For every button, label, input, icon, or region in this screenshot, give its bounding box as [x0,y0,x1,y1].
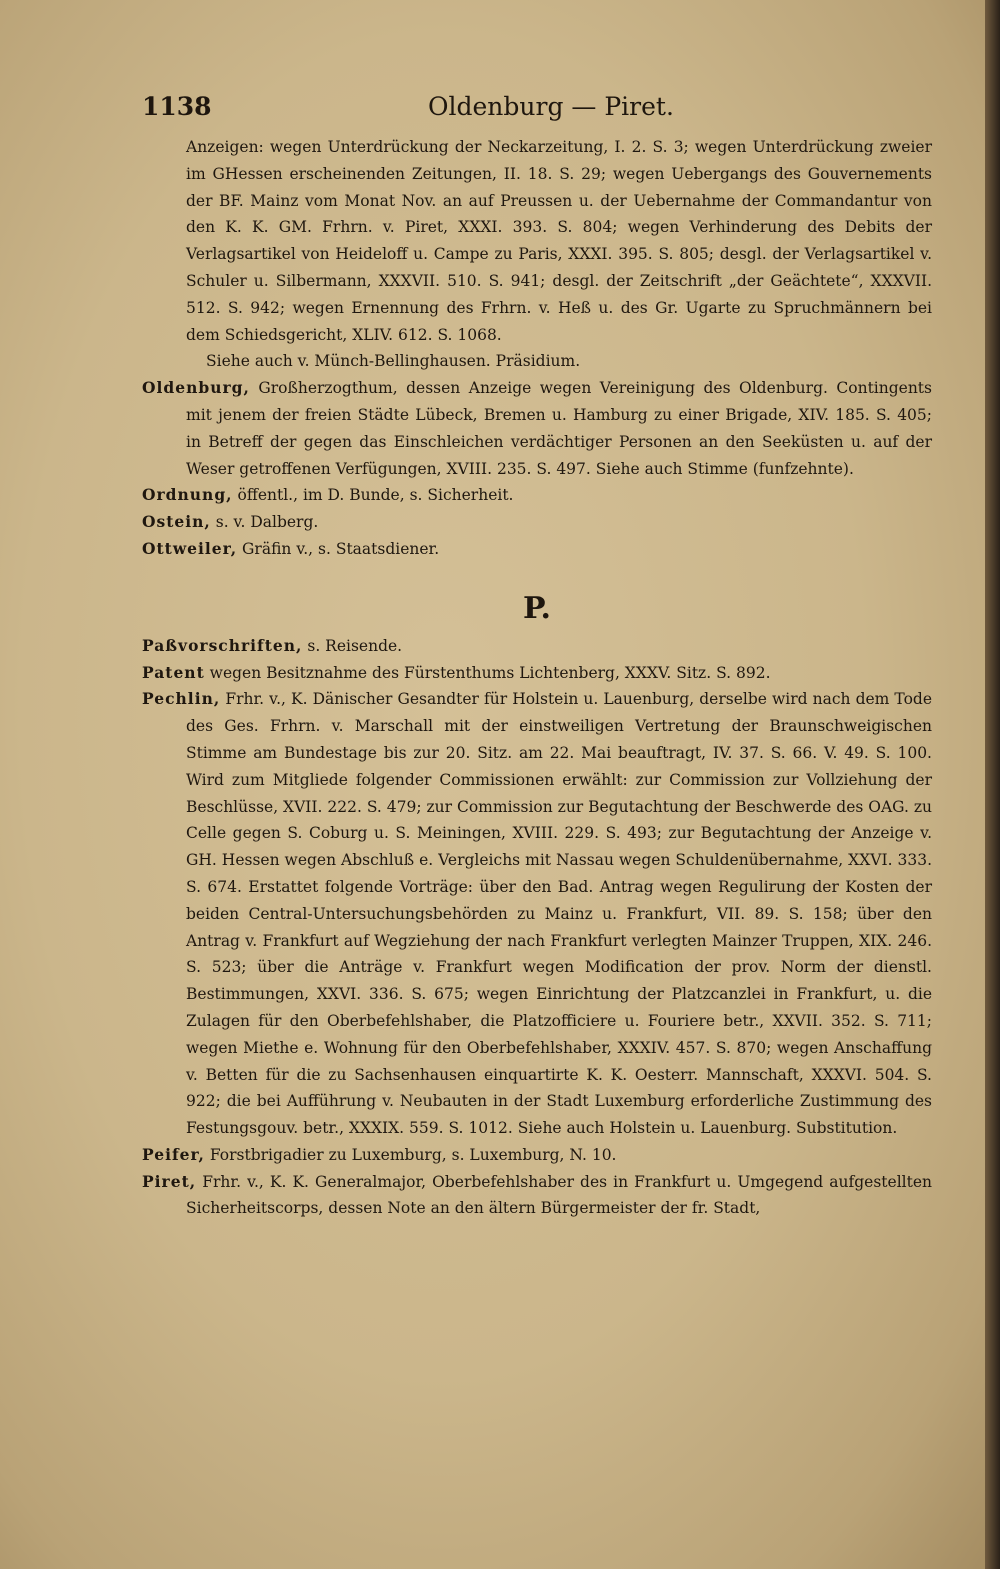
entry-text: wegen Besitznahme des Fürstenthums Lichtenberg, XXXV. Sitz. S. 892. [209,663,771,682]
entry-lemma: Ordnung, [142,485,233,505]
entry-lemma: Pechlin, [142,689,221,709]
entry-text: Frhr. v., K. Dänischer Gesandter für Holstein u. Lauenburg, derselbe wird nach dem Tode des Ges. Frhrn. v. Marschall mit der einstweiligen Vertretung der Braunschweigischen Stimme am Bundestage bis zur 20. Sitz. am 22. Mai beauftragt, IV. 37. S. 66. V. 49. S. 100. Wird zum Mitgliede folgender Commissionen erwählt: zur Commission zur Vollziehung der Beschlüsse, XVII. 222. S. 479; zur Commission zur Begutachtung der Beschwerde des OAG. zu Celle gegen S. Coburg u. S. Meiningen, XVIII. 229. S. 493; zur Begutachtung der Anzeige v. GH. Hessen wegen Abschluß e. Vergleichs mit Nassau wegen Schuldenübernahme, XXVI. 333. S. 674. Erstattet folgende Vorträge: über den Bad. Antrag wegen Regulirung der Kosten der beiden Central-Untersuchungsbehörden zu Mainz u. Frankfurt, VII. 89. S. 158; über den Antrag v. Frankfurt auf Wegziehung der nach Frankfurt verlegten Mainzer Truppen, XIX. 246. S. 523; über die Anträge v. Frankfurt wegen Modification der prov. Norm der dienstl. Bestimmungen, XXVI. 336. S. 675; wegen Einrichtung der Platzcanzlei in Frankfurt, u. die Zulagen für den Oberbefehlshaber, die Platzofficiere u. Fouriere betr., XXVII. 352. S. 711; wegen Miethe e. Wohnung für den Oberbefehlshaber, XXXIV. 457. S. 870; wegen Anschaffung v. Betten für die zu Sachsenhausen einquartirte K. K. Oesterr. Mannschaft, XXXVI. 504. S. 922; die bei Aufführung v. Neubauten in der Stadt Luxemburg erforderliche Zustimmung des Festungsgouv. betr., XXXIX. 559. S. 1012. Siehe auch Holstein u. Lauenburg. Substitution. [186,690,932,1138]
section-letter: P. [522,590,552,626]
entry-text: s. Reisende. [307,636,403,655]
index-entry [142,536,932,563]
index-entry [142,660,932,687]
entry-text: s. v. Dalberg. [215,513,319,532]
entry-lemma: Oldenburg, [142,378,250,398]
entry-text: öffentl., im D. Bunde, s. Sicherheit. [237,486,514,505]
running-head: Oldenburg — Piret. [428,92,674,121]
index-entry [142,1142,932,1169]
index-entry [142,482,932,509]
index-entry [142,509,932,536]
index-entry [142,1169,932,1223]
index-body [142,134,932,1222]
continuation-see-also: Siehe auch v. Münch-Bellinghausen. Präsidium. [206,352,581,371]
entry-lemma: Ottweiler, [142,538,238,558]
page-edge [985,0,1000,1569]
entry-lemma: Piret, [142,1171,197,1191]
index-entry [142,633,932,660]
entry-lemma: Patent [142,662,205,682]
entry-text: Gräfin v., s. Staatsdiener. [242,539,440,558]
index-entry [142,686,932,1142]
entry-lemma: Ostein, [142,512,211,532]
entry-text: Frhr. v., K. K. Generalmajor, Oberbefehlshaber des in Frankfurt u. Umgegend aufgestellten Sicherheitscorps, dessen Note an den ältern Bürgermeister der fr. Stadt, [186,1172,932,1218]
index-entry [142,375,932,482]
page-number: 1138 [142,92,212,121]
entry-lemma: Peifer, [142,1144,205,1164]
entry-text: Forstbrigadier zu Luxemburg, s. Luxemburg, N. 10. [209,1145,617,1164]
continuation-paragraph: Anzeigen: wegen Unterdrückung der Neckarzeitung, I. 2. S. 3; wegen Unterdrückung zweier im GHessen erscheinenden Zeitungen, II. 18. S. 29; wegen Uebergangs des Gouvernements der BF. Mainz vom Monat Nov. an auf Preussen u. der Uebernahme der Commandantur von den K. K. GM. Frhrn. v. Piret, XXXI. 393. S. 804; wegen Verhinderung des Debits der Verlagsartikel von Heideloff u. Campe zu Paris, XXXI. 395. S. 805; desgl. der Verlagsartikel v. Schuler u. Silbermann, XXXVII. 510. S. 941; desgl. der Zeitschrift „der Geächtete“, XXXVII. 512. S. 942; wegen Ernennung des Frhrn. v. Heß u. des Gr. Ugarte zu Spruchmännern bei dem Schiedsgericht, XLIV. 612. S. 1068. [186,138,932,344]
entry-text: Großherzogthum, dessen Anzeige wegen Vereinigung des Oldenburg. Contingents mit jenem der freien Städte Lübeck, Bremen u. Hamburg zu einer Brigade, XIV. 185. S. 405; in Betreff der gegen das Einschleichen verdächtiger Personen an den Seeküsten u. auf der Weser getroffenen Verfügungen, XVIII. 235. S. 497. Siehe auch Stimme (funfzehnte). [186,379,932,478]
page-header [142,92,932,132]
entry-lemma: Paßvorschriften, [142,635,303,655]
